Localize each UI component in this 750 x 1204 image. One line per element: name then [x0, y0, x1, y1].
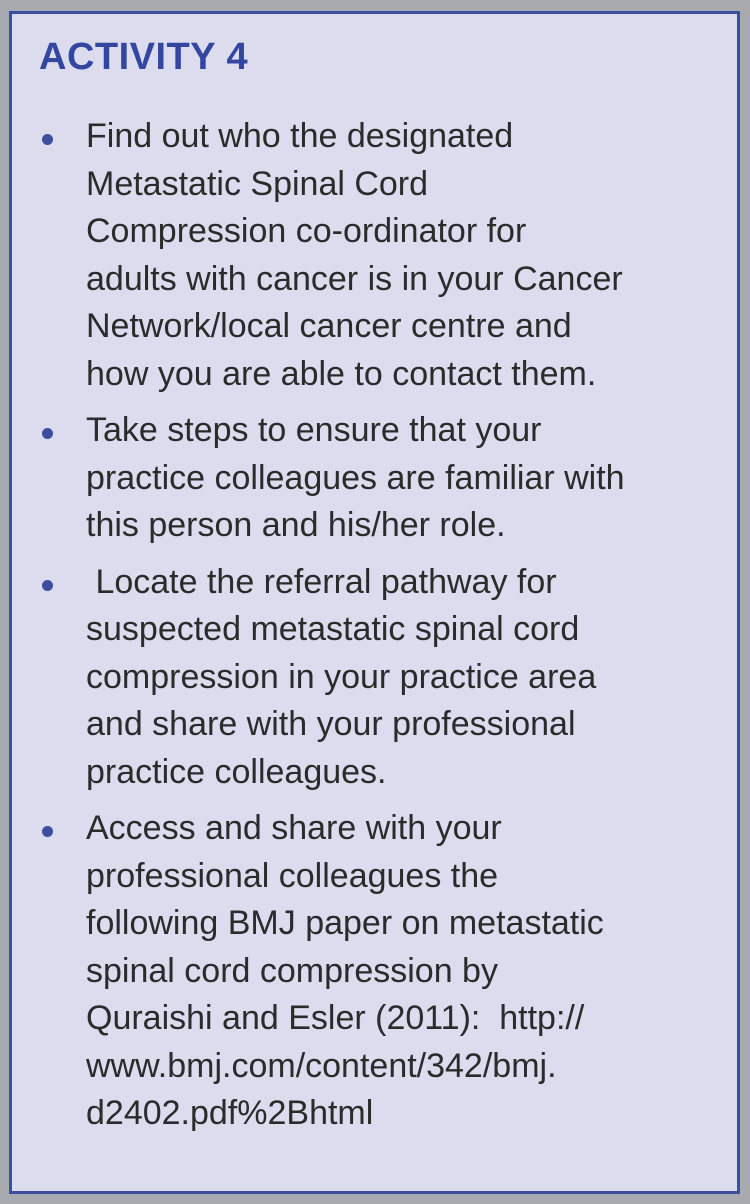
bullet-icon [42, 428, 53, 439]
bullet-icon [42, 580, 53, 591]
list-item-text: Access and share with your professional colleagues the following BMJ paper on metastatic spinal cord compression by Quraishi and Esler (2011): http:// www.bmj.com/content/342/bmj. d2402.pdf%2Bhtml [86, 809, 604, 1132]
list-item-text: Locate the referral pathway for suspected metastatic spinal cord compression in your practice area and share with your professional practice colleagues. [86, 562, 597, 791]
bullet-icon [42, 826, 53, 837]
list-item-text: Take steps to ensure that your practice colleagues are familiar with this person and his/her role. [86, 411, 625, 544]
activity-box [9, 11, 740, 1194]
activity-list [12, 113, 726, 1147]
bullet-icon [42, 134, 53, 145]
list-item [12, 559, 726, 797]
list-item [12, 805, 726, 1138]
list-item-text: Find out who the designated Metastatic Spinal Cord Compression co-ordinator for adults with cancer is in your Cancer Network/local cancer centre and how you are able to contact them. [86, 117, 623, 393]
list-item [12, 407, 726, 550]
list-item [12, 113, 726, 398]
activity-title: ACTIVITY 4 [39, 36, 249, 78]
